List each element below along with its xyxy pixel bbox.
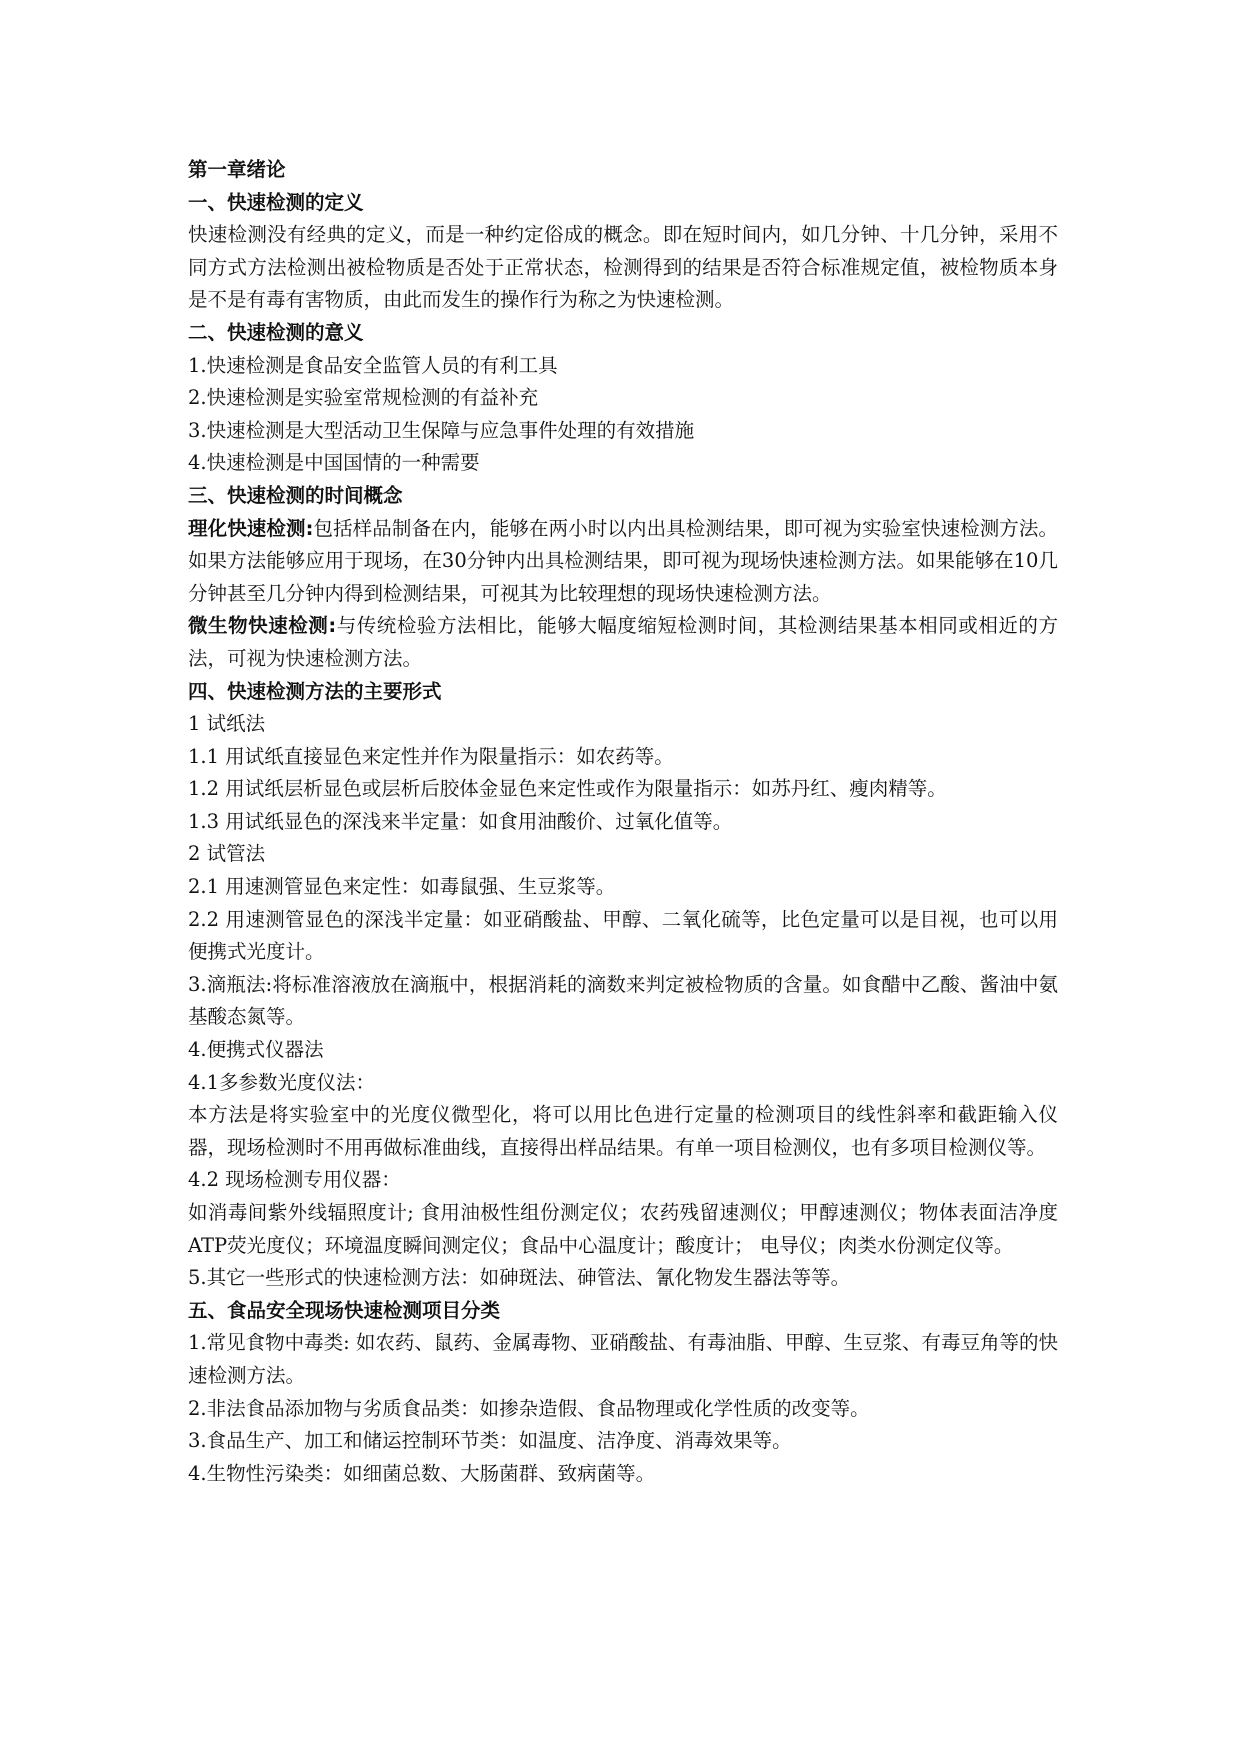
forms-line: 3.滴瓶法:将标准溶液放在滴瓶中，根据消耗的滴数来判定被检物质的含量。如食醋中乙酸、酱油中氨基酸态氮等。 xyxy=(188,972,1058,1029)
physchem-paragraph xyxy=(188,513,1058,611)
forms-line: 5.其它一些形式的快速检测方法：如砷斑法、砷管法、氰化物发生器法等等。 xyxy=(188,1266,851,1290)
chapter-title: 第一章绪论 xyxy=(188,158,286,181)
category-line: 1.常见食物中毒类: 如农药、鼠药、金属毒物、亚硝酸盐、有毒油脂、甲醇、生豆浆、有毒豆角等的快速检测方法。 xyxy=(188,1331,1058,1387)
forms-line: 2.2 用速测管显色的深浅半定量：如亚硝酸盐、甲醇、二氧化硫等，比色定量可以是目视，也可以用便携式光度计。 xyxy=(188,907,1058,964)
microbio-lead: 微生物快速检测: xyxy=(188,614,337,638)
forms-line: 1.3 用试纸显色的深浅来半定量：如食用油酸价、过氧化值等。 xyxy=(188,809,733,833)
forms-line: 4.2 现场检测专用仪器： xyxy=(188,1168,401,1192)
section-heading-categories: 五、食品安全现场快速检测项目分类 xyxy=(188,1298,501,1322)
section-heading-forms: 四、快速检测方法的主要形式 xyxy=(188,679,442,703)
forms-line: 2 试管法 xyxy=(188,842,266,866)
forms-line: 4.便携式仪器法 xyxy=(188,1038,324,1062)
microbio-text: 与传统检验方法相比，能够大幅度缩短检测时间，其检测结果基本相同或相近的方法，可视为快速检测方法。 xyxy=(188,614,1058,670)
category-line: 4.生物性污染类：如细菌总数、大肠菌群、致病菌等。 xyxy=(188,1461,656,1485)
physchem-text: 包括样品制备在内，能够在两小时以内出具检测结果，即可视为实验室快速检测方法。 如果方法能够应用于现场，在30分钟内出具检测结果，即可视为现场快速检测方法。如果能够在10几分钟甚至几分钟内得到检测结果，可视其为比较理想的现场快速检测方法。 xyxy=(188,516,1058,605)
list-item: 1.快速检测是食品安全监管人员的有利工具 xyxy=(188,353,558,377)
section-heading-significance: 二、快速检测的意义 xyxy=(188,320,364,344)
microbio-paragraph xyxy=(188,610,1058,675)
list-item: 4.快速检测是中国国情的一种需要 xyxy=(188,451,480,475)
list-item: 3.快速检测是大型活动卫生保障与应急事件处理的有效措施 xyxy=(188,418,695,442)
forms-line: 1.2 用试纸层析显色或层析后胶体金显色来定性或作为限量指示：如苏丹红、瘦肉精等。 xyxy=(188,777,947,801)
section-heading-time-concept: 三、快速检测的时间概念 xyxy=(188,483,403,507)
forms-line: 如消毒间紫外线辐照度计; 食用油极性组份测定仪；农药残留速测仪；甲醇速测仪；物体表面洁净度ATP荧光度仪；环境温度瞬间测定仪；食品中心温度计；酸度计； 电导仪；肉类水份测定仪等。 xyxy=(188,1201,1058,1257)
forms-line: 本方法是将实验室中的光度仪微型化，将可以用比色进行定量的检测项目的线性斜率和截距输入仪器，现场检测时不用再做标准曲线，直接得出样品结果。有单一项目检测仪，也有多项目检测仪等。 xyxy=(188,1103,1058,1159)
physchem-lead: 理化快速检测: xyxy=(188,516,314,540)
definition-paragraph: 快速检测没有经典的定义，而是一种约定俗成的概念。即在短时间内，如几分钟、十几分钟，采用不同方式方法检测出被检物质是否处于正常状态，检测得到的结果是否符合标准规定值，被检物质本身是不是有毒有害物质，由此而发生的操作行为称之为快速检测。 xyxy=(188,223,1058,312)
forms-line: 4.1多参数光度仪法： xyxy=(188,1070,376,1094)
forms-line: 1.1 用试纸直接显色来定性并作为限量指示：如农药等。 xyxy=(188,744,674,768)
category-line: 3.食品生产、加工和储运控制环节类：如温度、洁净度、消毒效果等。 xyxy=(188,1429,792,1453)
list-item: 2.快速检测是实验室常规检测的有益补充 xyxy=(188,386,539,410)
forms-line: 2.1 用速测管显色来定性：如毒鼠强、生豆浆等。 xyxy=(188,875,616,899)
section-heading-definition: 一、快速检测的定义 xyxy=(188,190,364,214)
forms-line: 1 试纸法 xyxy=(188,712,266,736)
document-page xyxy=(188,154,1058,1490)
category-line: 2.非法食品添加物与劣质食品类：如掺杂造假、食品物理或化学性质的改变等。 xyxy=(188,1396,870,1420)
